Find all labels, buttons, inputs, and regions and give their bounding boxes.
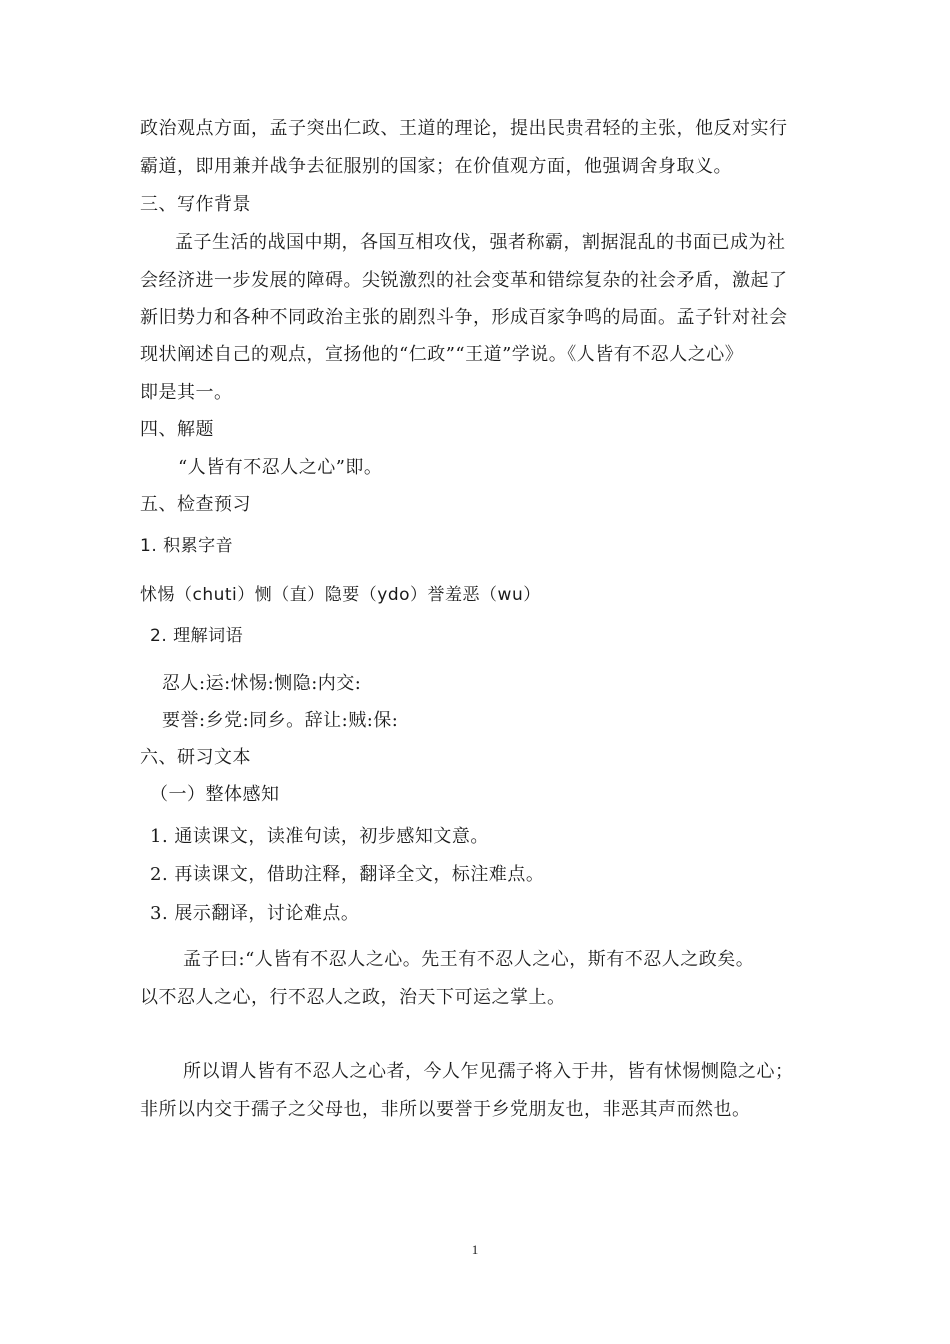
text-paragraph-1-line-1: 孟子曰:“人皆有不忍人之心。先王有不忍人之心，斯有不忍人之政矣。 <box>183 949 755 970</box>
page-number: 1 <box>471 1242 479 1257</box>
background-line-5: 即是其一。 <box>140 382 233 403</box>
section-heading-4: 四、解题 <box>140 419 214 440</box>
pronunciation-line: 怵惕（chuti）恻（直）隐要（ydo）誉羞恶（wu） <box>140 585 541 605</box>
background-line-1: 孟子生活的战国中期，各国互相攻伐，强者称霸，割据混乱的书面已成为社 <box>175 232 786 253</box>
title-explanation: “人皆有不忍人之心”即。 <box>178 457 383 478</box>
text-paragraph-1-line-2: 以不忍人之心，行不忍人之政，治天下可运之掌上。 <box>140 987 566 1008</box>
intro-line-2: 霸道，即用兼并战争去征服别的国家；在价值观方面，他强调舍身取义。 <box>140 156 732 177</box>
reading-step-3: 3. 展示翻译，讨论难点。 <box>150 903 360 924</box>
text-paragraph-2-line-2: 非所以内交于孺子之父母也，非所以要誉于乡党朋友也，非恶其声而然也。 <box>140 1099 751 1120</box>
section-heading-3: 三、写作背景 <box>140 194 251 215</box>
vocabulary-line-2: 要誉:乡党:同乡。辞让:贼:保: <box>162 710 399 731</box>
vocabulary-line-1: 忍人:运:怵惕:恻隐:内交: <box>162 673 362 694</box>
background-line-4: 现状阐述自己的观点，宣扬他的“仁政”“王道”学说。《人皆有不忍人之心》 <box>140 344 744 365</box>
section-heading-5: 五、检查预习 <box>140 494 251 515</box>
section-heading-6: 六、研习文本 <box>140 747 251 768</box>
preview-item-2: 2. 理解词语 <box>150 626 244 646</box>
subsection-heading-1: （一）整体感知 <box>150 784 280 805</box>
text-paragraph-2-line-1: 所以谓人皆有不忍人之心者，今人乍见孺子将入于井，皆有怵惕恻隐之心； <box>183 1061 794 1082</box>
reading-step-2: 2. 再读课文，借助注释，翻译全文，标注难点。 <box>150 864 545 885</box>
background-line-2: 会经济进一步发展的障碍。尖锐激烈的社会变革和错综复杂的社会矛盾，激起了 <box>140 270 788 291</box>
reading-step-1: 1. 通读课文，读准句读，初步感知文意。 <box>150 826 489 847</box>
preview-item-1: 1. 积累字音 <box>140 536 234 556</box>
intro-line-1: 政治观点方面，孟子突出仁政、王道的理论，提出民贵君轻的主张，他反对实行 <box>140 118 788 139</box>
background-line-3: 新旧势力和各种不同政治主张的剧烈斗争，形成百家争鸣的局面。孟子针对社会 <box>140 307 788 328</box>
